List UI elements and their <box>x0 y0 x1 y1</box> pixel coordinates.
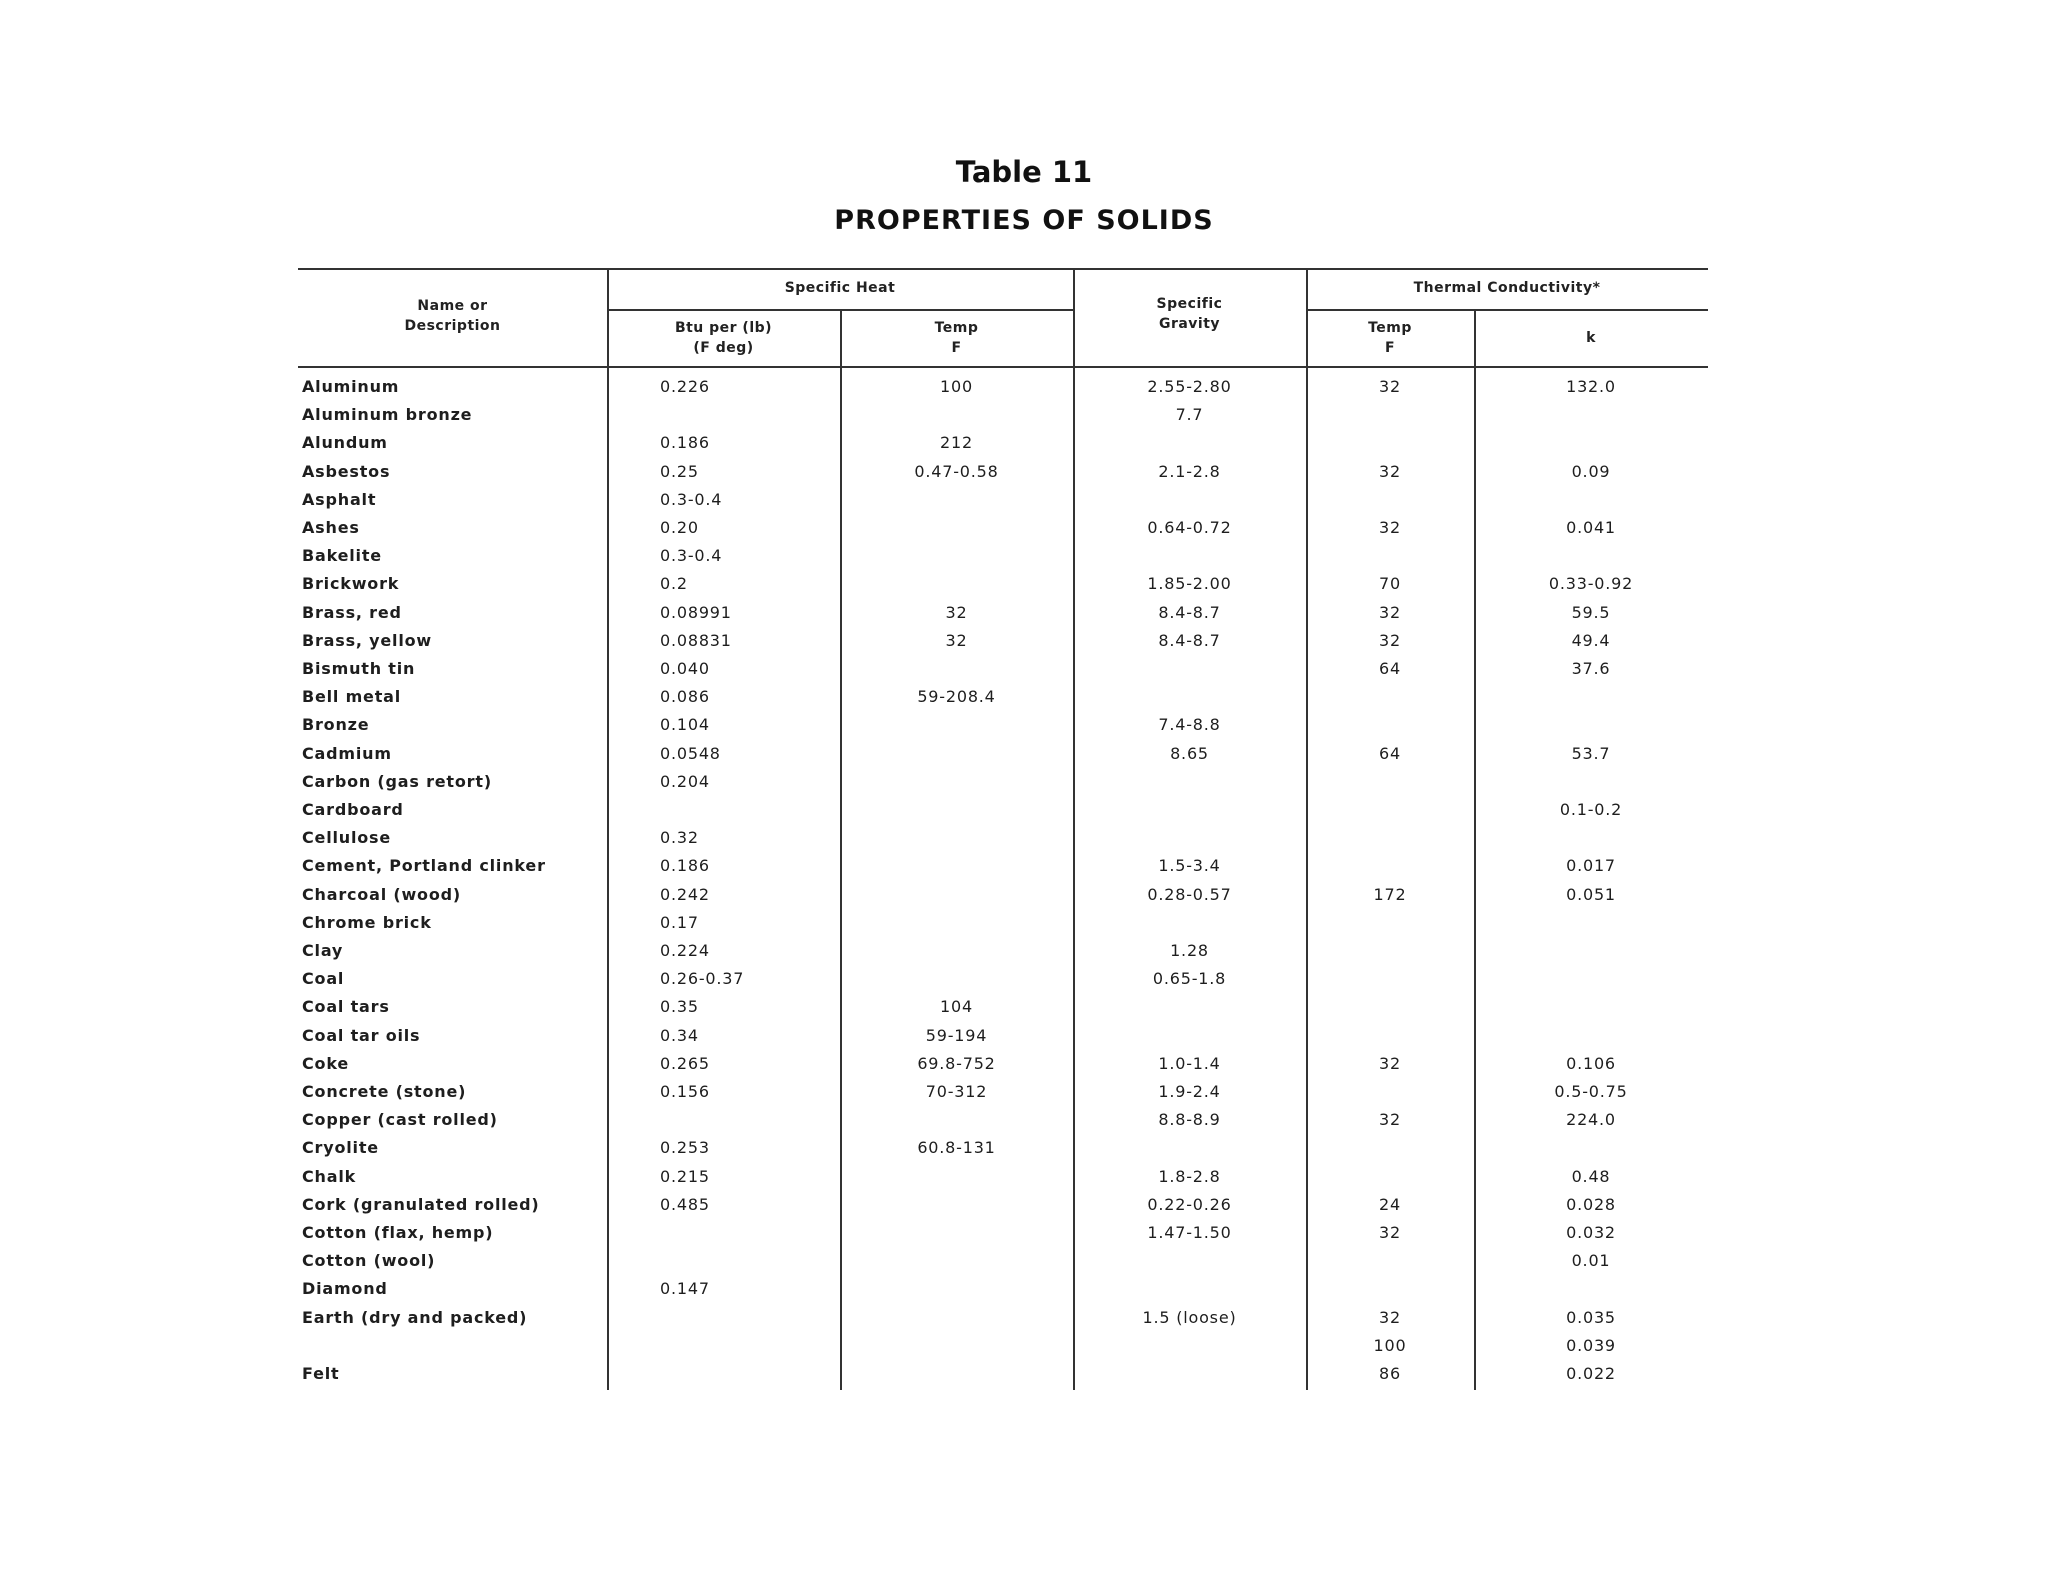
cell-tc-temp: 32 <box>1379 630 1401 650</box>
cell-btu: 0.2 <box>660 574 688 594</box>
cell-sg: 0.64-0.72 <box>1147 518 1232 537</box>
cell-sg: 1.28 <box>1170 941 1209 960</box>
cell-name: Cork (granulated rolled) <box>302 1194 540 1214</box>
cell-btu: 0.32 <box>660 828 699 848</box>
cell-sg: 7.7 <box>1175 405 1204 425</box>
cell-tc-temp: 64 <box>1379 659 1401 678</box>
cell-btu: 0.226 <box>660 377 710 396</box>
cell-btu: 0.204 <box>660 771 710 791</box>
cell-tc-temp: 32 <box>1379 1307 1401 1327</box>
header-k: k <box>1586 330 1596 346</box>
cell-sh-temp: 59-194 <box>925 1025 988 1045</box>
cell-k: 0.106 <box>1566 1053 1616 1073</box>
cell-k: 59.5 <box>1571 602 1611 622</box>
cell-sh-temp: 69.8-752 <box>917 1053 996 1073</box>
cell-sh-temp: 59-208.4 <box>917 687 996 707</box>
cell-btu: 0.224 <box>660 941 710 960</box>
cell-tc-temp: 70 <box>1379 574 1401 594</box>
cell-name: Ashes <box>302 518 360 537</box>
header-specific-gravity: Specific Gravity <box>1156 296 1223 332</box>
cell-sh-temp: 70-312 <box>925 1082 988 1101</box>
cell-k: 0.017 <box>1566 856 1616 876</box>
cell-btu: 0.25 <box>660 461 699 481</box>
cell-name: Coal tar oils <box>302 1025 421 1045</box>
cell-tc-temp: 100 <box>1373 1335 1407 1355</box>
cell-btu: 0.147 <box>660 1279 710 1299</box>
cell-tc-temp: 32 <box>1379 1053 1401 1073</box>
cell-name: Charcoal (wood) <box>302 884 461 904</box>
thermal-conductivity-underline <box>1306 309 1708 311</box>
cell-k: 49.4 <box>1571 630 1611 650</box>
cell-sh-temp: 100 <box>940 377 973 396</box>
cell-k: 0.09 <box>1571 461 1611 481</box>
table-title: PROPERTIES OF SOLIDS <box>834 205 1214 236</box>
cell-sg: 1.0-1.4 <box>1158 1053 1221 1073</box>
cell-k: 0.5-0.75 <box>1554 1082 1628 1101</box>
cell-sg: 1.9-2.4 <box>1158 1082 1221 1101</box>
cell-sg: 0.65-1.8 <box>1152 969 1227 989</box>
cell-btu: 0.34 <box>660 1025 699 1045</box>
cell-k: 0.039 <box>1566 1335 1616 1355</box>
cell-name: Chrome brick <box>302 912 432 932</box>
cell-btu: 0.186 <box>660 433 710 453</box>
header-conductivity-temp: Temp F <box>1368 320 1412 356</box>
cell-tc-temp: 32 <box>1379 518 1401 537</box>
cell-sg: 1.8-2.8 <box>1158 1166 1221 1186</box>
cell-name: Chalk <box>302 1166 357 1186</box>
cell-sg: 1.85-2.00 <box>1147 574 1232 594</box>
cell-sg: 8.8-8.9 <box>1158 1110 1221 1130</box>
cell-sg: 2.1-2.8 <box>1158 461 1221 481</box>
cell-sg: 8.4-8.7 <box>1158 630 1221 650</box>
cell-btu: 0.17 <box>660 912 699 932</box>
cell-tc-temp: 32 <box>1379 602 1401 622</box>
cell-btu: 0.3-0.4 <box>660 546 723 566</box>
column-divider <box>1073 268 1075 1390</box>
header-specific-heat-temp: Temp F <box>934 320 979 356</box>
cell-k: 0.022 <box>1566 1364 1616 1383</box>
cell-name: Coal <box>302 969 345 989</box>
cell-tc-temp: 32 <box>1379 1110 1401 1130</box>
cell-k: 0.041 <box>1566 518 1616 537</box>
cell-sg: 1.5 (loose) <box>1142 1307 1237 1327</box>
header-name-description: Name or Description <box>404 298 501 334</box>
cell-btu: 0.3-0.4 <box>660 489 723 509</box>
cell-k: 37.6 <box>1571 659 1611 678</box>
cell-sh-temp: 212 <box>940 433 973 453</box>
cell-name: Diamond <box>302 1279 388 1299</box>
cell-k: 0.01 <box>1571 1251 1611 1271</box>
cell-name: Coke <box>302 1053 349 1073</box>
header-btu-per-lb: Btu per (lb) (F deg) <box>674 320 773 356</box>
cell-k: 0.028 <box>1566 1194 1616 1214</box>
cell-name: Earth (dry and packed) <box>302 1307 528 1327</box>
cell-k: 0.33-0.92 <box>1548 574 1634 594</box>
cell-btu: 0.215 <box>660 1166 710 1186</box>
cell-sh-temp: 32 <box>945 602 968 622</box>
cell-tc-temp: 86 <box>1379 1364 1401 1383</box>
cell-btu: 0.26-0.37 <box>660 969 745 989</box>
cell-k: 224.0 <box>1566 1110 1616 1130</box>
cell-sg: 8.4-8.7 <box>1158 602 1221 622</box>
cell-btu: 0.156 <box>660 1082 710 1101</box>
cell-btu: 0.485 <box>660 1194 710 1214</box>
cell-btu: 0.086 <box>660 687 710 707</box>
cell-name: Cryolite <box>302 1138 379 1158</box>
cell-sg: 7.4-8.8 <box>1158 715 1221 735</box>
cell-btu: 0.186 <box>660 856 710 876</box>
cell-sh-temp: 32 <box>945 630 968 650</box>
cell-btu: 0.242 <box>660 884 710 904</box>
cell-name: Cotton (flax, hemp) <box>302 1223 494 1242</box>
cell-k: 0.035 <box>1566 1307 1616 1327</box>
cell-name: Cardboard <box>302 800 404 819</box>
table-number: Table 11 <box>955 155 1093 189</box>
cell-name: Felt <box>302 1364 340 1383</box>
cell-k: 0.1-0.2 <box>1559 800 1623 819</box>
cell-name: Copper (cast rolled) <box>302 1110 498 1130</box>
header-bottom-rule <box>298 366 1708 368</box>
cell-name: Cement, Portland clinker <box>302 856 546 876</box>
cell-name: Asphalt <box>302 489 377 509</box>
cell-btu: 0.08991 <box>660 602 732 622</box>
cell-name: Bismuth tin <box>302 659 416 678</box>
cell-name: Brass, yellow <box>302 630 433 650</box>
header-thermal-conductivity: Thermal Conductivity* <box>1413 280 1601 296</box>
cell-tc-temp: 32 <box>1379 461 1401 481</box>
cell-k: 0.032 <box>1566 1223 1616 1242</box>
cell-btu: 0.253 <box>660 1138 710 1158</box>
cell-name: Carbon (gas retort) <box>302 771 492 791</box>
cell-btu: 0.040 <box>660 659 710 678</box>
cell-name: Bakelite <box>302 546 382 566</box>
cell-name: Clay <box>302 941 344 960</box>
cell-name: Alundum <box>302 433 388 453</box>
cell-tc-temp: 24 <box>1379 1194 1401 1214</box>
cell-btu: 0.20 <box>660 518 699 537</box>
column-divider <box>1306 268 1308 1390</box>
cell-sg: 2.55-2.80 <box>1147 377 1232 396</box>
cell-k: 0.48 <box>1571 1166 1611 1186</box>
cell-sg: 8.65 <box>1170 743 1209 763</box>
cell-name: Bell metal <box>302 687 402 707</box>
cell-name: Brass, red <box>302 602 402 622</box>
cell-k: 0.051 <box>1566 884 1616 904</box>
cell-k: 53.7 <box>1571 743 1611 763</box>
cell-tc-temp: 32 <box>1379 377 1401 396</box>
cell-name: Asbestos <box>302 461 391 481</box>
cell-tc-temp: 64 <box>1379 743 1401 763</box>
cell-sg: 1.5-3.4 <box>1158 856 1221 876</box>
cell-btu: 0.35 <box>660 997 699 1017</box>
cell-btu: 0.104 <box>660 715 710 735</box>
cell-btu: 0.0548 <box>660 743 721 763</box>
cell-sh-temp: 0.47-0.58 <box>914 461 999 481</box>
cell-name: Bronze <box>302 715 370 735</box>
cell-sg: 0.28-0.57 <box>1147 884 1232 904</box>
cell-name: Concrete (stone) <box>302 1082 467 1101</box>
cell-tc-temp: 32 <box>1379 1223 1401 1242</box>
cell-name: Cadmium <box>302 743 392 763</box>
cell-name: Cellulose <box>302 828 392 848</box>
cell-k: 132.0 <box>1566 377 1616 396</box>
top-rule <box>298 268 1708 270</box>
cell-tc-temp: 172 <box>1373 884 1407 904</box>
cell-name: Coal tars <box>302 997 390 1017</box>
cell-name: Aluminum <box>302 377 400 396</box>
cell-sh-temp: 60.8-131 <box>917 1138 996 1158</box>
cell-sh-temp: 104 <box>940 997 973 1017</box>
cell-sg: 0.22-0.26 <box>1147 1194 1232 1214</box>
cell-sg: 1.47-1.50 <box>1147 1223 1232 1242</box>
cell-btu: 0.08831 <box>660 630 732 650</box>
column-divider <box>607 268 609 1390</box>
cell-name: Brickwork <box>302 574 400 594</box>
cell-name: Aluminum bronze <box>302 405 473 425</box>
cell-btu: 0.265 <box>660 1053 710 1073</box>
cell-name: Cotton (wool) <box>302 1251 436 1271</box>
header-specific-heat: Specific Heat <box>784 280 896 296</box>
